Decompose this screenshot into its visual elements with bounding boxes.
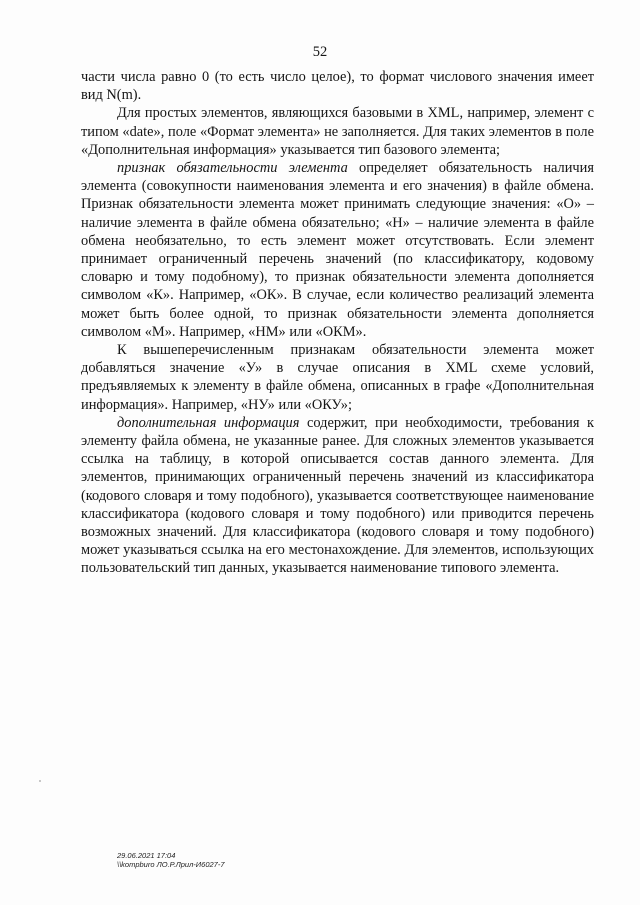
- paragraph-text: части числа равно 0 (то есть число целое), то формат числового значения имеет вид N(m).: [81, 69, 594, 104]
- scan-speck: [39, 780, 41, 782]
- page-number: 52: [312, 44, 328, 60]
- italic-term: дополнительная информация: [117, 414, 300, 431]
- paragraph-text: определяет обязательность наличия элемента (совокупности наименования элемента и его значения) в файле обмена. Признак обязательности элемента может принимать следующие значения: «О» – наличие элемента в файле обмена обязательно; «Н» – наличие элемента в файле обмена необязательно, то есть элемент может отсутствовать. Если элемент принимает ограниченный перечень значений (по классификатору, кодовому словарю и тому подобному), то признак обязательности элемента дополняется символом «К». Например, «ОК». В случае, если количество реализаций элемента может быть более одной, то признак обязательности элемента дополняется символом «М». Например, «НМ» или «ОКМ».: [81, 160, 594, 340]
- footer-stamp: [117, 851, 225, 869]
- paragraph: [81, 341, 594, 414]
- paragraph: [81, 68, 594, 104]
- paragraph-text: содержит, при необходимости, требования к элементу файла обмена, не указанные ранее. Для сложных элементов указывается ссылка на таблицу, в которой описывается состав данного элемента. Для элементов, принимающих ограниченный перечень значений из классификатора (кодового словаря и тому подобного), указывается соответствующее наименование классификатора (кодового словаря и тому подобного) или приводится перечень возможных значений. Для классификатора (кодового словаря и тому подобного) может указываться ссылка на его местонахождение. Для элементов, использующих пользовательский тип данных, указывается наименование типового элемента.: [81, 414, 594, 577]
- paragraph-text: Для простых элементов, являющихся базовыми в XML, например, элемент с типом «date», поле «Формат элемента» не заполняется. Для таких элементов в поле «Дополнительная информация» указывается тип базового элемента;: [81, 105, 594, 158]
- paragraph: [81, 159, 594, 341]
- paragraph: [81, 414, 594, 578]
- footer-file-path: \\kompburo ЛО.Р.Лрил-И6027-7: [117, 860, 225, 869]
- body-text: [81, 68, 594, 578]
- footer-timestamp: 29.06.2021 17:04: [117, 851, 176, 860]
- italic-term: признак обязательности элемента: [117, 160, 348, 177]
- paragraph-text: К вышеперечисленным признакам обязательности элемента может добавляться значение «У» в случае описания в XML схеме условий, предъявляемых к элементу в файле обмена, описанных в графе «Дополнительная информация». Например, «НУ» или «ОКУ»;: [81, 342, 594, 413]
- paragraph: [81, 104, 594, 159]
